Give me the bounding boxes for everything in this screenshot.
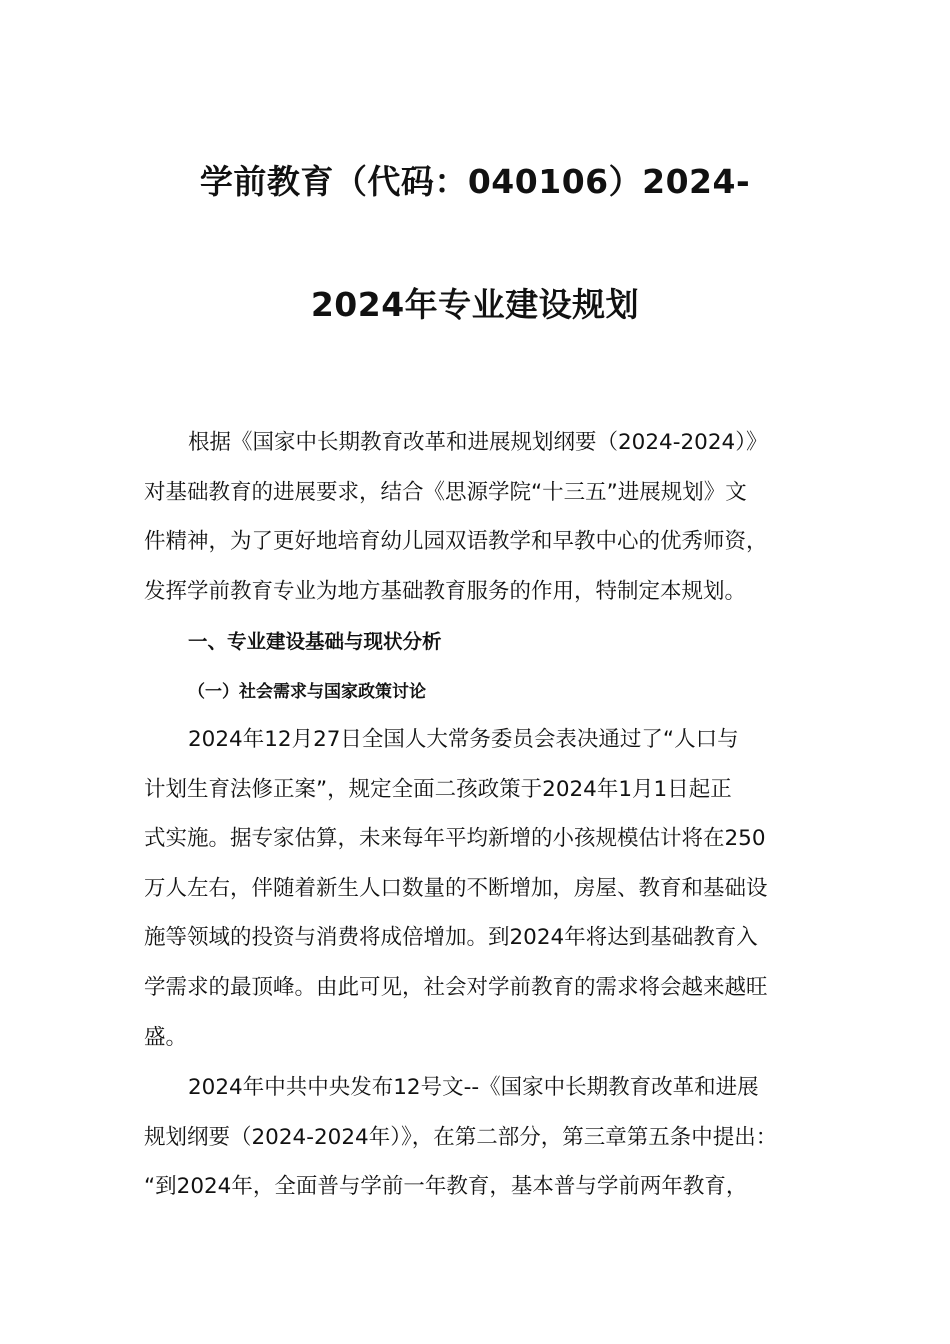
paragraph-3-line: 2024年中共中央发布12号文--《国家中长期教育改革和进展 xyxy=(188,1075,759,1100)
paragraph-1-line: 发挥学前教育专业为地方基础教育服务的作用，特制定本规划。 xyxy=(144,579,747,604)
section-heading: 一、专业建设基础与现状分析 xyxy=(188,630,442,653)
document-title-line-1: 学前教育（代码：040106）2024- xyxy=(199,162,751,201)
paragraph-3-line: “到2024年，全面普与学前一年教育，基本普与学前两年教育， xyxy=(144,1174,748,1199)
paragraph-1-line: 根据《国家中长期教育改革和进展规划纲要（2024-2024）》 xyxy=(188,430,768,455)
paragraph-2-line: 2024年12月27日全国人大常务委员会表决通过了“人口与 xyxy=(188,727,739,752)
subsection-heading: （一）社会需求与国家政策讨论 xyxy=(188,682,426,702)
paragraph-2-line: 施等领域的投资与消费将成倍增加。到2024年将达到基础教育入 xyxy=(144,925,758,950)
paragraph-1-line: 对基础教育的进展要求，结合《思源学院“十三五”进展规划》文 xyxy=(144,480,747,505)
paragraph-2-line: 式实施。据专家估算，未来每年平均新增的小孩规模估计将在250 xyxy=(144,826,766,851)
paragraph-2-line: 盛。 xyxy=(144,1025,188,1050)
paragraph-2-line: 万人左右，伴随着新生人口数量的不断增加，房屋、教育和基础设 xyxy=(144,876,768,901)
paragraph-2-line: 学需求的最顶峰。由此可见，社会对学前教育的需求将会越来越旺 xyxy=(144,975,768,1000)
paragraph-2-line: 计划生育法修正案”，规定全面二孩政策于2024年1月1日起正 xyxy=(144,777,732,802)
paragraph-3-line: 规划纲要（2024-2024年）》，在第二部分，第三章第五条中提出： xyxy=(144,1125,778,1150)
document-title-line-2: 2024年专业建设规划 xyxy=(310,285,640,324)
paragraph-1-line: 件精神，为了更好地培育幼儿园双语教学和早教中心的优秀师资， xyxy=(144,529,768,554)
